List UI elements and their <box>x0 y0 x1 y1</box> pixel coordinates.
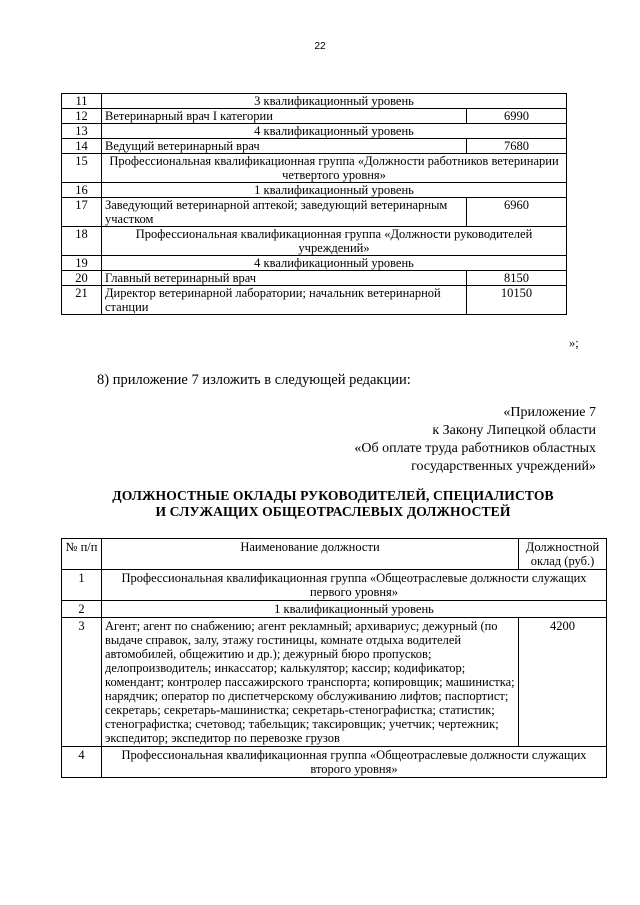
row-group-title: Профессиональная квалификационная группа «Общеотраслевые должности служащих второго уровня» <box>102 747 607 778</box>
row-position-name: Заведующий ветеринарной аптекой; заведующий ветеринарным участком <box>102 198 467 227</box>
row-number: 1 <box>62 570 102 601</box>
row-group-title: 1 квалификационный уровень <box>102 601 607 618</box>
row-number: 12 <box>62 109 102 124</box>
row-position-name: Ветеринарный врач I категории <box>102 109 467 124</box>
row-position-name: Агент; агент по снабжению; агент рекламный; архивариус; дежурный (по выдаче справок, залу, этажу гостиницы, комнате отдыха водителей автомобилей, общежитию и др.); дежурный бюро пропусков; делопроизводитель; инкассатор; калькулятор; кассир; кодификатор; комендант; контролер пассажирского транспорта; копировщик; машинистка; нарядчик; оператор по диспетчерскому обслуживанию лифтов; паспортист; секретарь; секретарь-машинистка; секретарь-стенографистка; статистик; стенографистка; счетовод; табельщик; таксировщик; учетчик; чертежник; экспедитор; экспедитор по перевозке грузов <box>102 618 519 747</box>
table-row <box>62 271 567 286</box>
table-row <box>62 256 567 271</box>
table-row <box>62 198 567 227</box>
row-group-title: Профессиональная квалификационная группа «Должности работников ветеринарии четвертого уровня» <box>102 154 567 183</box>
row-number: 15 <box>62 154 102 183</box>
table-row <box>62 286 567 315</box>
row-number: 16 <box>62 183 102 198</box>
amendment-intro: 8) приложение 7 изложить в следующей редакции: <box>97 372 411 388</box>
veterinary-salary-table <box>61 93 567 315</box>
row-position-name: Главный ветеринарный врач <box>102 271 467 286</box>
general-salary-table <box>61 538 607 778</box>
row-number: 3 <box>62 618 102 747</box>
table-row <box>62 227 567 256</box>
row-number: 21 <box>62 286 102 315</box>
row-salary: 6990 <box>467 109 567 124</box>
row-salary: 6960 <box>467 198 567 227</box>
table-row <box>62 94 567 109</box>
table-row <box>62 570 607 601</box>
row-salary: 7680 <box>467 139 567 154</box>
row-number: 2 <box>62 601 102 618</box>
appendix-line-4: государственных учреждений» <box>411 459 596 474</box>
header-name: Наименование должности <box>102 539 519 570</box>
appendix-line-1: «Приложение 7 <box>503 405 596 420</box>
table-row <box>62 109 567 124</box>
row-number: 4 <box>62 747 102 778</box>
row-group-title: 3 квалификационный уровень <box>102 94 567 109</box>
header-salary: Должностной оклад (руб.) <box>519 539 607 570</box>
row-group-title: Профессиональная квалификационная группа «Общеотраслевые должности служащих первого уровня» <box>102 570 607 601</box>
row-group-title: 4 квалификационный уровень <box>102 256 567 271</box>
row-number: 17 <box>62 198 102 227</box>
row-position-name: Ведущий ветеринарный врач <box>102 139 467 154</box>
heading-line-2: И СЛУЖАЩИХ ОБЩЕОТРАСЛЕВЫХ ДОЛЖНОСТЕЙ <box>155 504 511 519</box>
page-number: 22 <box>314 41 326 52</box>
row-group-title: Профессиональная квалификационная группа «Должности руководителей учреждений» <box>102 227 567 256</box>
table-header-row <box>62 539 607 570</box>
row-number: 11 <box>62 94 102 109</box>
row-group-title: 4 квалификационный уровень <box>102 124 567 139</box>
row-group-title: 1 квалификационный уровень <box>102 183 567 198</box>
row-position-name: Директор ветеринарной лаборатории; начальник ветеринарной станции <box>102 286 467 315</box>
row-number: 14 <box>62 139 102 154</box>
header-num: № п/п <box>62 539 102 570</box>
table-row <box>62 747 607 778</box>
row-salary: 8150 <box>467 271 567 286</box>
table-row <box>62 154 567 183</box>
appendix-reference <box>354 404 596 476</box>
row-salary: 10150 <box>467 286 567 315</box>
table-row <box>62 601 607 618</box>
appendix-line-3: «Об оплате труда работников областных <box>354 441 596 456</box>
table-row <box>62 139 567 154</box>
appendix-line-2: к Закону Липецкой области <box>432 423 596 438</box>
row-number: 19 <box>62 256 102 271</box>
document-heading <box>61 488 605 520</box>
row-number: 20 <box>62 271 102 286</box>
row-salary: 4200 <box>519 618 607 747</box>
table-closing-quote: »; <box>569 336 579 350</box>
row-number: 18 <box>62 227 102 256</box>
table-row <box>62 183 567 198</box>
heading-line-1: ДОЛЖНОСТНЫЕ ОКЛАДЫ РУКОВОДИТЕЛЕЙ, СПЕЦИАЛИСТОВ <box>112 488 554 503</box>
table-row <box>62 124 567 139</box>
table-row <box>62 618 607 747</box>
row-number: 13 <box>62 124 102 139</box>
